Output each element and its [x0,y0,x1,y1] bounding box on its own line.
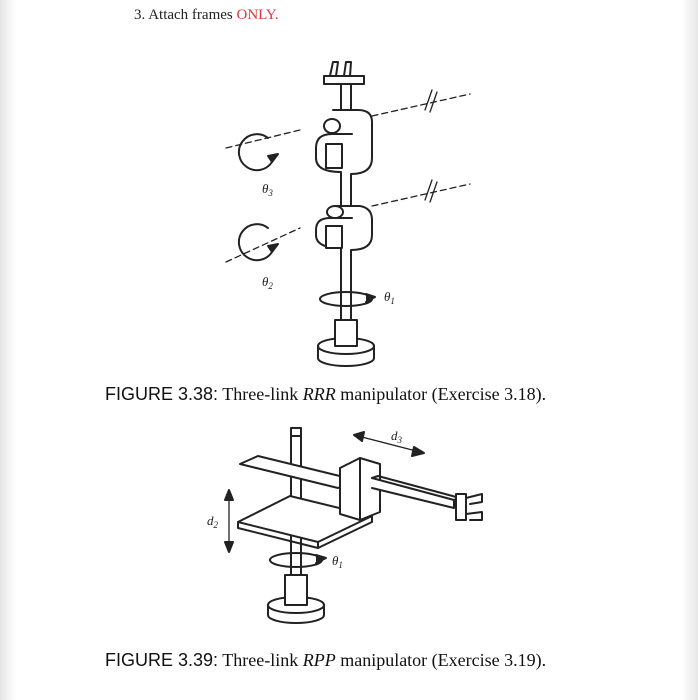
instruction-number: 3. [134,7,146,23]
rpp-base-column [285,575,307,605]
caption-italic: RRR [302,384,336,404]
instruction-highlight: ONLY. [236,7,279,23]
caption-pre: Three-link [222,384,299,404]
theta1-label-rrr: $\theta_1$ [384,289,395,306]
caption-label: FIGURE 3.39: [105,650,219,670]
theta2-label: $\theta_2$ [262,274,273,291]
theta3-label: $\theta_3$ [262,181,273,198]
instruction-text: Attach frames [148,7,233,23]
d3-label: $d_3$ [391,428,402,445]
caption-figure-3-39 [105,650,546,671]
caption-pre: Three-link [222,650,299,670]
caption-post: manipulator (Exercise 3.19). [340,650,547,670]
caption-italic: RPP [302,650,336,670]
caption-label: FIGURE 3.38: [105,384,219,404]
caption-post: manipulator (Exercise 3.18). [340,384,547,404]
d2-label: $d_2$ [207,513,218,530]
theta1-label-rpp: $\theta_1$ [332,553,343,570]
